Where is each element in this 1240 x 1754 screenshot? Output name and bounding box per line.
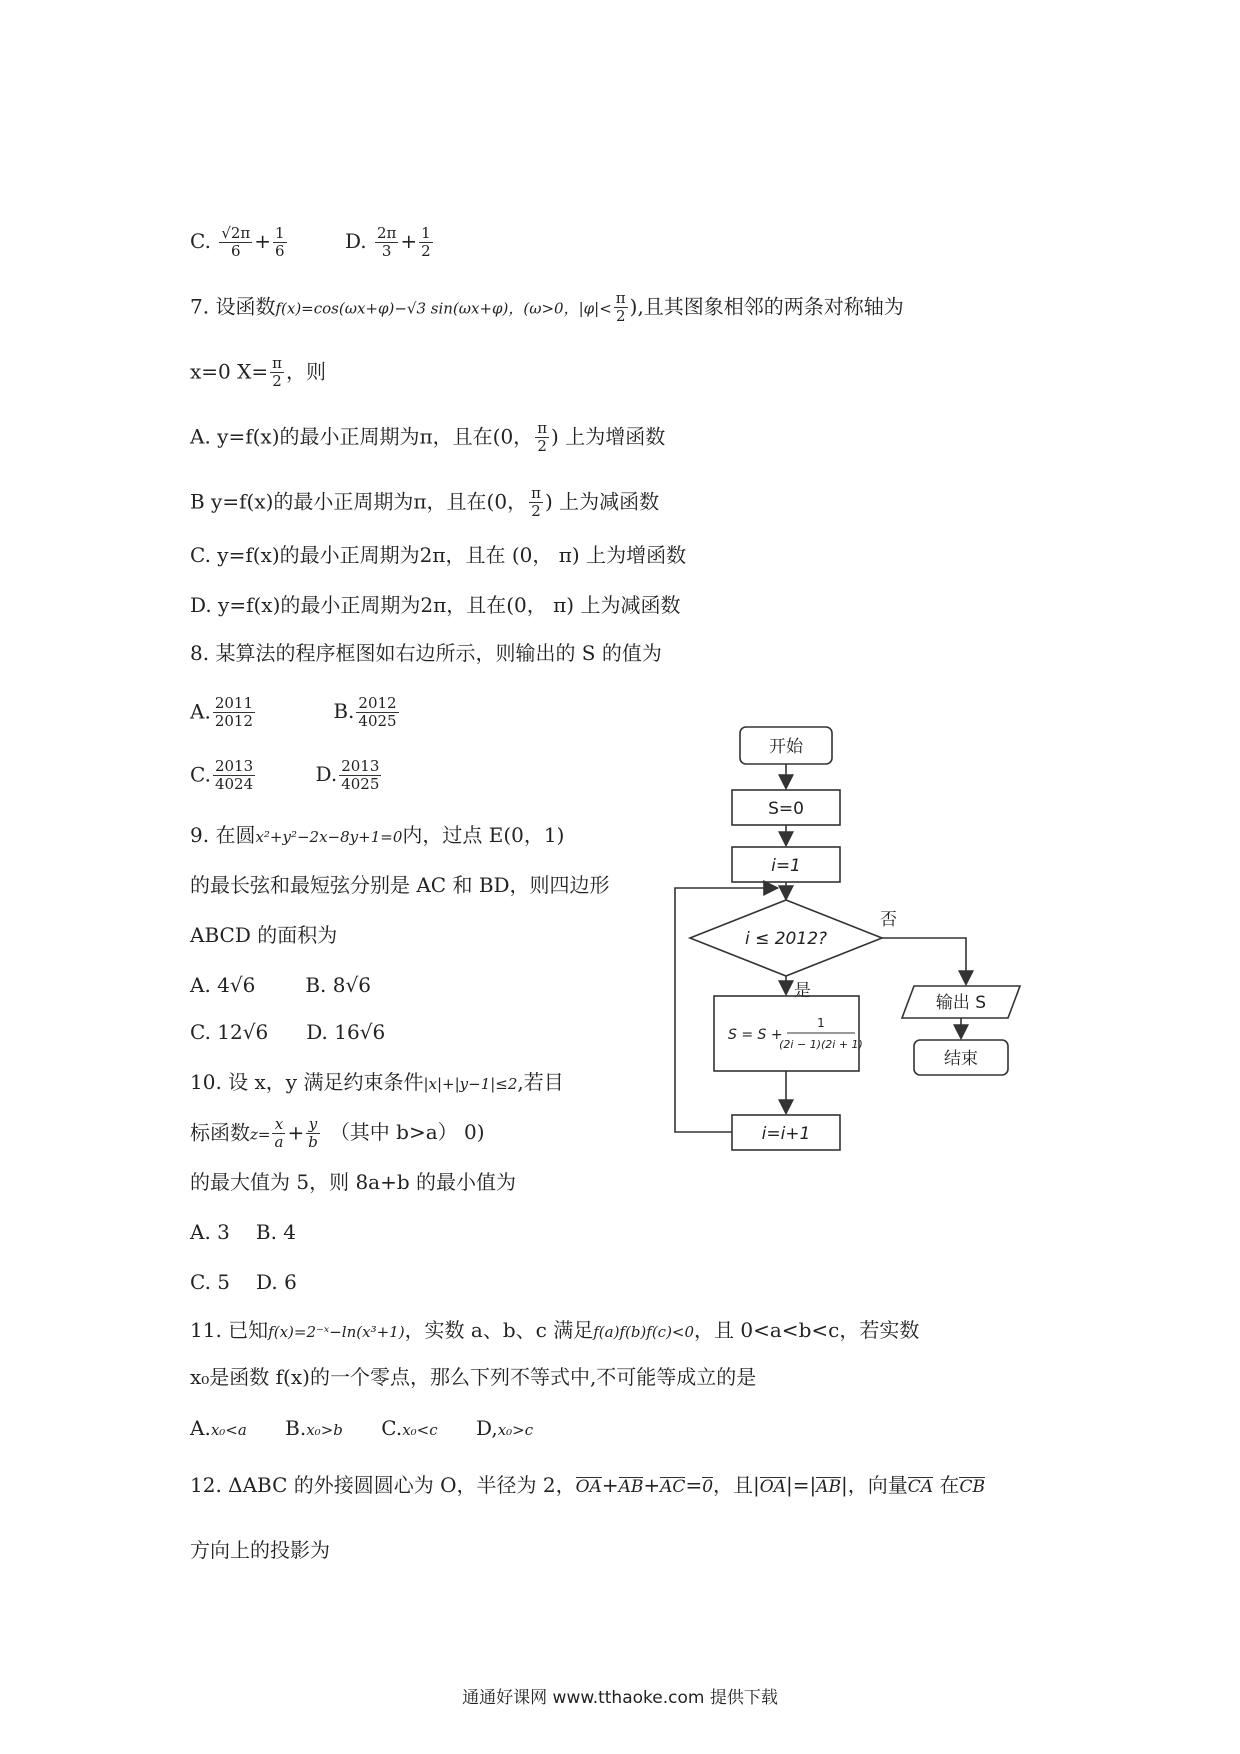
q12-stem-line1: 12. ΔABC 的外接圆圆心为 O，半径为 2，OA+AB+AC=0，且|OA|=|AB|，向量CA 在CB bbox=[190, 1473, 985, 1497]
q11-stem-line1: 11. 已知f(x)=2⁻ˣ−ln(x³+1)，实数 a、b、c 满足f(a)f(b)f(c)<0，且 0<a<b<c，若实数 bbox=[190, 1318, 920, 1342]
flow-body-denominator: (2i − 1)(2i + 1) bbox=[779, 1038, 863, 1051]
flow-increment-label: i=i+1 bbox=[761, 1124, 811, 1144]
q10-stem-line1: 10. 设 x，y 满足约束条件|x|+|y−1|≤2,若目 bbox=[190, 1070, 564, 1094]
q11-stem-line2: x₀是函数 f(x)的一个零点，那么下列不等式中,不可能等成立的是 bbox=[190, 1365, 757, 1389]
flow-output-label: 输出 S bbox=[935, 993, 987, 1013]
q8-stem: 8. 某算法的程序框图如右边所示，则输出的 S 的值为 bbox=[190, 641, 662, 665]
footer-credit: 通通好课网 www.tthaoke.com 提供下载 bbox=[462, 1688, 778, 1708]
fraction: $\frac{2013}{4024}$ bbox=[214, 757, 254, 794]
q8-options-cd: C. $\frac{2013}{4024}$ D. $\frac{2013}{4025}$ bbox=[190, 757, 380, 794]
q10-options-cd: C. 5 D. 6 bbox=[190, 1270, 297, 1294]
fraction: $\frac{y}{b}$ bbox=[308, 1115, 318, 1152]
q11-options: A.x₀<a B.x₀>b C.x₀<c D,x₀>c bbox=[190, 1416, 534, 1440]
fraction: $\frac{x}{a}$ bbox=[274, 1115, 284, 1152]
flow-init-i-label: i=1 bbox=[771, 856, 801, 876]
flow-body-lhs: S = S + bbox=[728, 1027, 783, 1043]
q9-options-cd: C. 12√6 D. 16√6 bbox=[190, 1020, 386, 1044]
q7-option-a: A. y=f(x)的最小正周期为π，且在(0， $\frac{\pi}{2}$ ) 上为增函数 bbox=[190, 419, 666, 456]
q9-options-ab: A. 4√6 B. 8√6 bbox=[190, 973, 371, 997]
flow-start-label: 开始 bbox=[769, 737, 803, 757]
flow-yes-label: 是 bbox=[794, 981, 811, 1001]
q9-stem-line2: 的最长弦和最短弦分别是 AC 和 BD，则四边形 bbox=[190, 873, 610, 897]
q7-option-c: C. y=f(x)的最小正周期为2π，且在 (0， π) 上为增函数 bbox=[190, 543, 687, 567]
q6-options bbox=[190, 225, 435, 261]
q7-stem-line2: x=0 X= $\frac{\pi}{2}$ ，则 bbox=[190, 354, 326, 391]
q12-stem-line2: 方向上的投影为 bbox=[190, 1538, 330, 1562]
fraction: $\frac{2012}{4025}$ bbox=[358, 694, 397, 731]
flow-init-s-label: S=0 bbox=[768, 799, 804, 819]
q9-stem-line1: 9. 在圆x²+y²−2x−8y+1=0内，过点 E(0，1) bbox=[190, 823, 565, 847]
q10-options-ab: A. 3 B. 4 bbox=[190, 1220, 297, 1244]
fraction: $\frac{1}{2}$ bbox=[421, 224, 431, 261]
flow-arrow-no bbox=[882, 938, 966, 983]
fraction: $\frac{\pi}{2}$ bbox=[531, 484, 541, 521]
fraction: $\frac{√2\pi}{6}$ bbox=[221, 224, 251, 261]
fraction: $\frac{\pi}{2}$ bbox=[615, 289, 626, 326]
q7-option-d: D. y=f(x)的最小正周期为2π，且在(0， π) 上为减函数 bbox=[190, 593, 681, 617]
q6-option-c: C. $\frac{√2\pi}{6}$ + $\frac{1}{6}$ bbox=[190, 224, 285, 261]
flow-end-label: 结束 bbox=[944, 1049, 978, 1069]
q10-stem-line3: 的最大值为 5，则 8a+b 的最小值为 bbox=[190, 1170, 517, 1194]
q7-option-b: B y=f(x)的最小正周期为π，且在(0， $\frac{\pi}{2}$ ) 上为减函数 bbox=[190, 484, 660, 521]
q10-stem-line2: 标函数z= $\frac{x}{a}$ + $\frac{y}{b}$ （其中 b>a） 0) bbox=[190, 1115, 485, 1152]
q6-option-d: D. $\frac{2\pi}{3}$ + $\frac{1}{2}$ bbox=[344, 224, 431, 261]
fraction: $\frac{\pi}{2}$ bbox=[537, 419, 548, 456]
fraction: $\frac{2011}{2012}$ bbox=[214, 694, 253, 731]
q7-stem-line1: 7. 设函数f(x)=cos(ωx+φ)−√3 sin(ωx+φ)，(ω>0，|φ|< $\frac{\pi}{2}$ ),且其图象相邻的两条对称轴为 bbox=[190, 289, 904, 326]
fraction: $\frac{1}{6}$ bbox=[275, 224, 285, 261]
q9-stem-line3: ABCD 的面积为 bbox=[190, 923, 338, 947]
flow-body-numerator: 1 bbox=[817, 1016, 825, 1030]
q8-options-ab: A. $\frac{2011}{2012}$ B. $\frac{2012}{4025}$ bbox=[190, 694, 397, 731]
fraction: $\frac{2\pi}{3}$ bbox=[377, 224, 397, 261]
fraction: $\frac{\pi}{2}$ bbox=[272, 354, 282, 391]
flow-condition-label: i ≤ 2012? bbox=[744, 929, 828, 949]
flowchart bbox=[670, 710, 1040, 1170]
flow-no-label: 否 bbox=[880, 910, 897, 930]
fraction: $\frac{2013}{4025}$ bbox=[341, 757, 380, 794]
